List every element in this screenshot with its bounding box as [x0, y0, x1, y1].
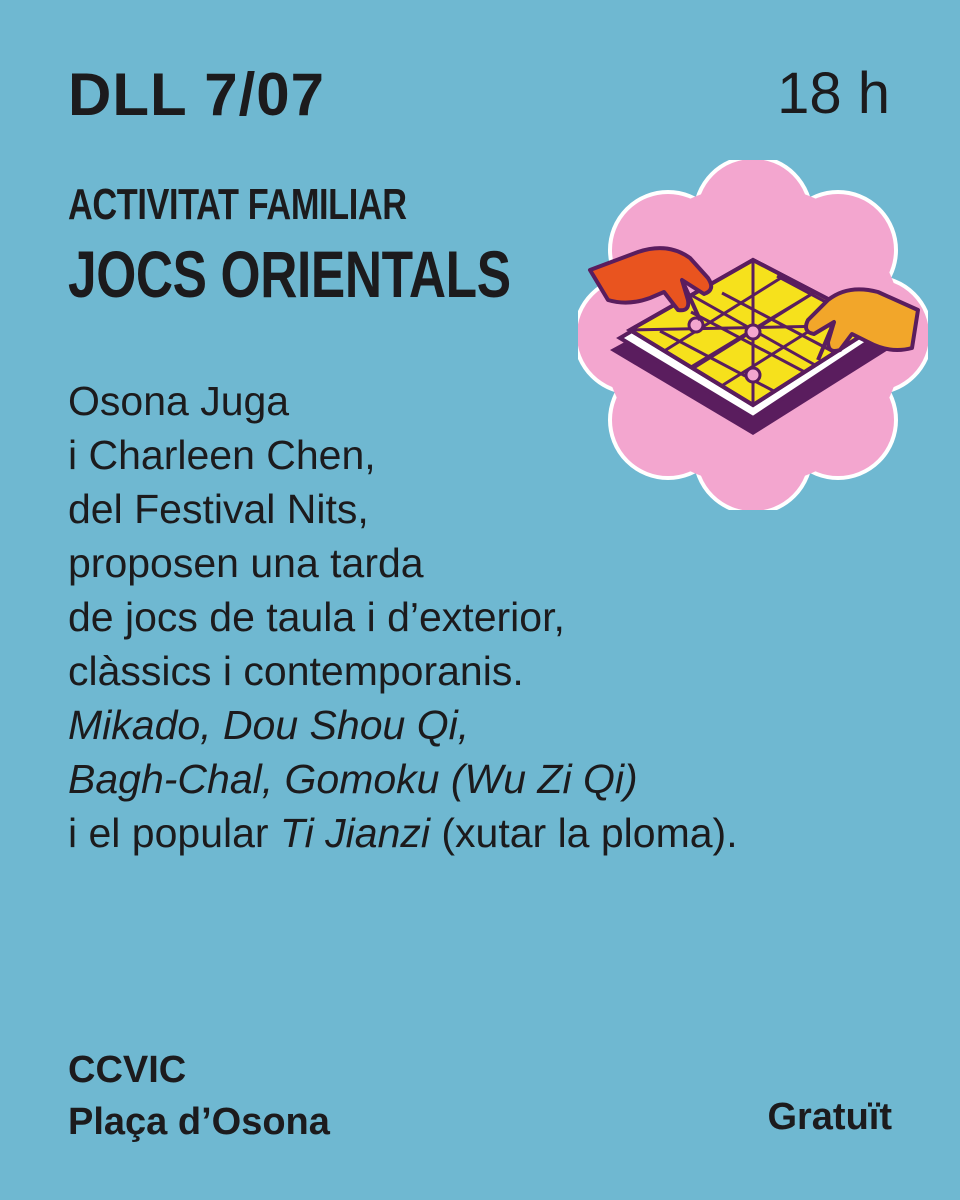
description-line	[68, 806, 898, 860]
description-line: i Charleen Chen,	[68, 432, 376, 478]
venue-place: Plaça d’Osona	[68, 1101, 330, 1143]
game-list-line: Bagh-Chal, Gomoku (Wu Zi Qi)	[68, 756, 638, 802]
game-name: Ti Jianzi	[279, 810, 430, 856]
description-line: proposen una tarda	[68, 540, 424, 586]
description-text: i el popular	[68, 810, 280, 856]
event-time: 18 h	[777, 61, 890, 126]
game-list-line: Mikado, Dou Shou Qi,	[68, 702, 470, 748]
event-venue	[68, 1044, 330, 1148]
description-text: (xutar la ploma).	[429, 810, 738, 856]
description-line: clàssics i contemporanis.	[68, 648, 524, 694]
event-description	[68, 374, 898, 860]
description-line: del Festival Nits,	[68, 486, 369, 532]
description-line: Osona Juga	[68, 378, 290, 424]
event-category: ACTIVITAT FAMILIAR	[68, 180, 407, 229]
event-date: DLL 7/07	[68, 61, 325, 128]
description-line: de jocs de taula i d’exterior,	[68, 594, 565, 640]
event-price: Gratuït	[767, 1096, 892, 1138]
venue-name: CCVIC	[68, 1049, 187, 1091]
event-title: JOCS ORIENTALS	[68, 237, 511, 311]
